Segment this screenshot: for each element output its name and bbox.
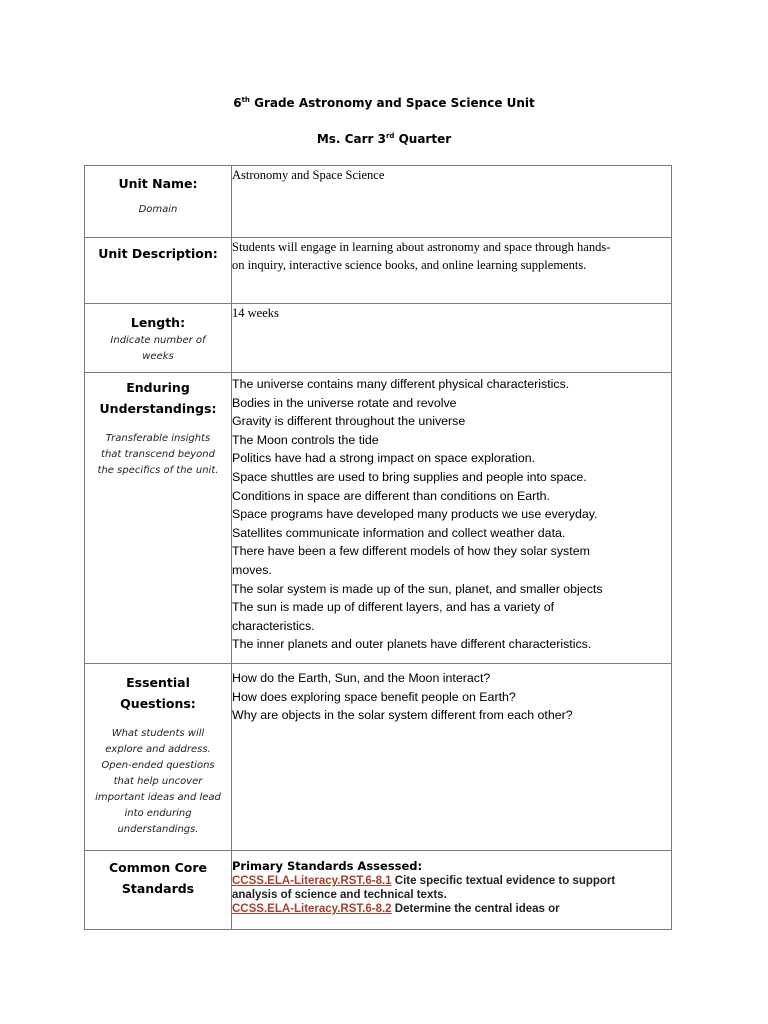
length-value-cell [232, 304, 672, 373]
enduring-item: Space programs have developed many products we use everyday. [232, 507, 598, 522]
enduring-hint-line-2: that transcend beyond [101, 449, 215, 460]
essential-label-cell [85, 664, 232, 851]
standard-2-link[interactable]: CCSS.ELA-Literacy.RST.6-8.2 [232, 903, 392, 915]
row-length [85, 304, 672, 373]
enduring-item: characteristics. [232, 618, 315, 633]
length-hint-line-2: weeks [142, 351, 174, 362]
essential-question: How does exploring space benefit people on Earth? [232, 689, 516, 704]
enduring-item: The inner planets and outer planets have different characteristics. [232, 637, 592, 652]
enduring-label-line-1: Enduring [126, 380, 190, 395]
length-label: Length: [130, 315, 186, 330]
enduring-item: Gravity is different throughout the universe [232, 414, 466, 429]
row-unit-name [85, 166, 672, 238]
standard-1 [232, 874, 671, 888]
unit-name-label-cell [85, 166, 232, 238]
row-enduring-understandings [85, 373, 672, 664]
enduring-item: Conditions in space are different than conditions on Earth. [232, 488, 551, 503]
unit-description-value-cell [232, 238, 672, 304]
unit-name-value: Astronomy and Space Science [232, 168, 385, 182]
essential-hint-line: Open-ended questions [101, 760, 215, 771]
standards-label-line-2: Standards [121, 881, 195, 896]
unit-name-label: Unit Name: [118, 176, 198, 191]
essential-label-line-2: Questions: [120, 696, 196, 711]
row-common-core-standards [85, 851, 672, 930]
essential-hint-line: explore and address. [105, 744, 211, 755]
essential-question: Why are objects in the solar system different from each other? [232, 708, 573, 723]
enduring-item: The universe contains many different physical characteristics. [232, 377, 570, 391]
essential-hint-line: What students will [111, 728, 205, 739]
enduring-item: The Moon controls the tide [232, 432, 379, 447]
unit-description-label: Unit Description: [98, 246, 218, 261]
essential-question: How do the Earth, Sun, and the Moon interact? [232, 671, 491, 685]
unit-name-value-cell [232, 166, 672, 238]
enduring-item: Politics have had a strong impact on space exploration. [232, 451, 536, 466]
unit-name-hint: Domain [138, 204, 178, 215]
standard-1-text: Cite specific textual evidence to support [391, 875, 616, 887]
enduring-value-cell [232, 373, 672, 664]
standards-value-cell [232, 851, 672, 930]
unit-description-label-cell [85, 238, 232, 304]
essential-hint-line: that help uncover [113, 776, 203, 787]
unit-plan-table [84, 165, 672, 930]
standards-label-cell [85, 851, 232, 930]
essential-value-cell [232, 664, 672, 851]
unit-description-line-2: on inquiry, interactive science books, and online learning supplements. [232, 258, 587, 272]
essential-hint-line: understandings. [117, 824, 199, 835]
enduring-item: Bodies in the universe rotate and revolve [232, 395, 457, 410]
essential-hint-line: into enduring [124, 808, 192, 819]
essential-hint-line: important ideas and lead [95, 792, 221, 803]
enduring-item: moves. [232, 562, 272, 577]
unit-description-line-1: Students will engage in learning about astronomy and space through hands- [232, 240, 611, 254]
enduring-item: Satellites communicate information and collect weather data. [232, 525, 566, 540]
enduring-hint-line-1: Transferable insights [105, 433, 211, 444]
enduring-item: Space shuttles are used to bring supplies and people into space. [232, 469, 587, 484]
document-title: 6th Grade Astronomy and Space Science Unit [233, 96, 535, 110]
standard-1-continued: analysis of science and technical texts. [232, 889, 447, 901]
row-essential-questions [85, 664, 672, 851]
enduring-item: The sun is made up of different layers, and has a variety of [232, 600, 555, 615]
length-label-cell [85, 304, 232, 373]
enduring-label-cell [85, 373, 232, 664]
essential-label-line-1: Essential [126, 675, 190, 690]
length-value: 14 weeks [232, 306, 279, 320]
standard-2 [232, 902, 671, 916]
enduring-item: There have been a few different models of how they solar system [232, 544, 590, 559]
document-subtitle: Ms. Carr 3rd Quarter [316, 132, 452, 146]
row-unit-description [85, 238, 672, 304]
enduring-item: The solar system is made up of the sun, planet, and smaller objects [232, 581, 603, 596]
standard-2-text: Determine the central ideas or [391, 903, 560, 915]
length-hint-line-1: Indicate number of [110, 335, 206, 346]
enduring-label-line-2: Understandings: [99, 401, 217, 416]
standards-label-line-1: Common Core [108, 860, 208, 875]
standard-1-link[interactable]: CCSS.ELA-Literacy.RST.6-8.1 [232, 875, 392, 887]
enduring-hint-line-3: the specifics of the unit. [97, 465, 219, 476]
standards-heading: Primary Standards Assessed: [232, 859, 423, 873]
